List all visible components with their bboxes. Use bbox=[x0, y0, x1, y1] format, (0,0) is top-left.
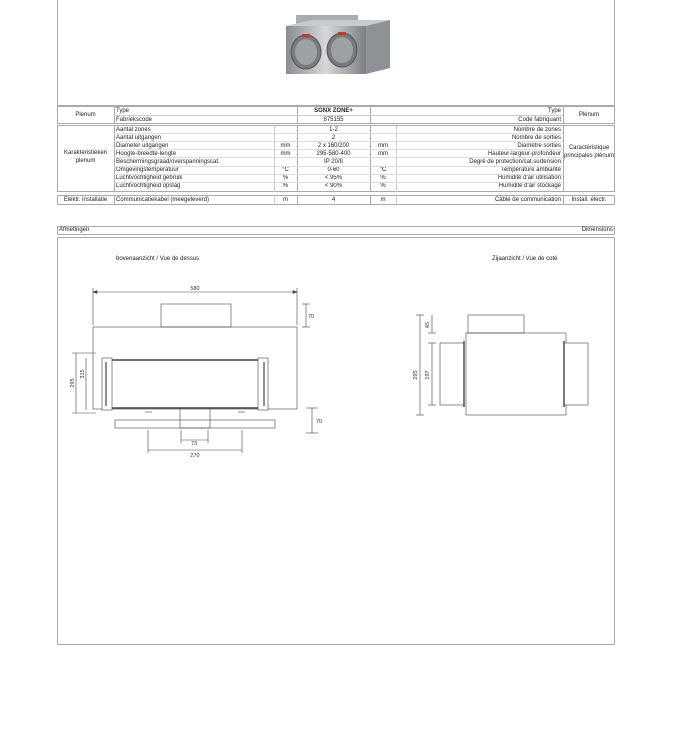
char-row-divider bbox=[114, 174, 563, 175]
char-row-unit-left: °C bbox=[282, 167, 289, 173]
char-row-unit-left: % bbox=[282, 183, 289, 190]
char-row-fr-label: Diamètre sorties bbox=[517, 142, 561, 149]
side-view-drawing bbox=[400, 305, 600, 425]
dim-width-580: 580 bbox=[190, 286, 200, 292]
char-row-nl-label: Luchtvochtigheid gebruik bbox=[116, 175, 183, 182]
header-type-label-fr: Type bbox=[547, 108, 561, 114]
top-view-drawing bbox=[60, 280, 340, 460]
electrical-unit-left: m bbox=[283, 197, 288, 203]
char-row-unit-right: mm bbox=[378, 150, 388, 157]
char-row-unit-right: mm bbox=[378, 142, 388, 149]
header-code-label-fr: Code fabriquant bbox=[518, 117, 561, 123]
char-row-fr-label: Humidité d'air utilisation bbox=[497, 175, 561, 182]
dim-side-295: 295 bbox=[413, 370, 419, 380]
dimensions-header-right: Dimensions bbox=[581, 227, 613, 233]
char-row-unit-left: mm bbox=[280, 142, 291, 149]
top-view-label: bovenaanzicht / Vue de dessus bbox=[116, 256, 200, 262]
char-row-nl-label: Aantal zones bbox=[116, 126, 151, 133]
dim-bottom-70: 70 bbox=[316, 419, 323, 425]
char-row-value: 0-60 bbox=[327, 167, 340, 173]
dim-spacing-73: 73 bbox=[190, 441, 198, 447]
char-row-nl-label: Luchtvochtigheid opslag bbox=[116, 183, 181, 190]
dim-base-270: 270 bbox=[190, 453, 200, 459]
char-row-nl-label: Diameter uitgangen bbox=[116, 142, 169, 149]
char-row-unit-right: % bbox=[380, 175, 386, 182]
dimensions-header-left: Afmetingen bbox=[59, 227, 90, 233]
char-row-nl-label: Beschermingsgraad/overspanningscat. bbox=[116, 158, 220, 165]
side-view-label: Zijaanzicht / Vue de coté bbox=[492, 256, 558, 262]
dim-top-70: 70 bbox=[308, 314, 315, 320]
char-row-fr-label: Nombre de zones bbox=[513, 126, 561, 133]
char-row-divider bbox=[114, 133, 563, 134]
char-row-fr-label: Température ambiante bbox=[500, 167, 561, 173]
char-row-unit-right: % bbox=[380, 183, 386, 190]
header-code-label: Fabriekscode bbox=[116, 117, 153, 123]
dim-height-295: 295 bbox=[70, 378, 76, 388]
characteristics-group-right: Caractéristique principales plénum bbox=[563, 145, 615, 159]
char-row-fr-label: Nombre de sorties bbox=[511, 134, 561, 141]
electrical-right-label: Install. électr. bbox=[571, 197, 607, 203]
char-row-fr-label: Degré de protection/cat.surtension bbox=[469, 158, 561, 165]
char-row-value: 295-580-400 bbox=[316, 150, 351, 157]
char-row-value: < 90% bbox=[324, 183, 343, 190]
char-row-unit-left: % bbox=[282, 175, 289, 182]
header-type-label: Type bbox=[116, 108, 130, 114]
characteristics-group-left: Karakteristieken plenum bbox=[63, 150, 108, 164]
char-row-divider bbox=[114, 182, 563, 183]
char-row-divider bbox=[114, 149, 563, 150]
product-photo bbox=[282, 12, 394, 82]
electrical-fr-label: Câble de communication bbox=[494, 197, 561, 203]
char-row-fr-label: Hauteur-largeur-profondeur bbox=[487, 150, 561, 157]
dim-side-45: 45 bbox=[425, 321, 431, 329]
electrical-left-label: Elektr. installatie bbox=[63, 197, 108, 203]
dim-side-197: 197 bbox=[425, 370, 431, 380]
char-row-divider bbox=[114, 141, 563, 142]
char-row-value: 2 x 160/200 bbox=[317, 142, 350, 149]
header-plenum-label-fr: Plénum bbox=[578, 112, 600, 118]
electrical-value: 4 bbox=[331, 197, 336, 203]
char-row-divider bbox=[114, 157, 563, 158]
char-row-value: 2 bbox=[331, 134, 336, 141]
electrical-unit-right: m bbox=[380, 197, 386, 203]
char-row-unit-left: mm bbox=[280, 150, 291, 157]
char-row-value: < 95% bbox=[324, 175, 343, 182]
electrical-nl-label: Communicatiekabel (meegeleverd) bbox=[116, 197, 210, 203]
char-row-nl-label: Omgevingstemperatuur bbox=[116, 167, 179, 173]
char-row-value: IP 20/II bbox=[324, 158, 343, 165]
char-row-nl-label: Aantal uitgangen bbox=[116, 134, 162, 141]
char-row-nl-label: Hoogte-breedte-lengte bbox=[116, 150, 177, 157]
char-row-unit-right: °C bbox=[379, 167, 387, 173]
char-row-divider bbox=[114, 166, 563, 167]
char-row-fr-label: Humidité d'air stockage bbox=[498, 183, 561, 190]
header-type-value: SGNX ZONE+ bbox=[314, 108, 353, 114]
header-plenum-label: Plenum bbox=[75, 112, 96, 118]
header-code-value: 875155 bbox=[323, 117, 344, 123]
dim-height-315: 315 bbox=[80, 369, 86, 379]
char-row-value: 1-2 bbox=[329, 126, 338, 133]
